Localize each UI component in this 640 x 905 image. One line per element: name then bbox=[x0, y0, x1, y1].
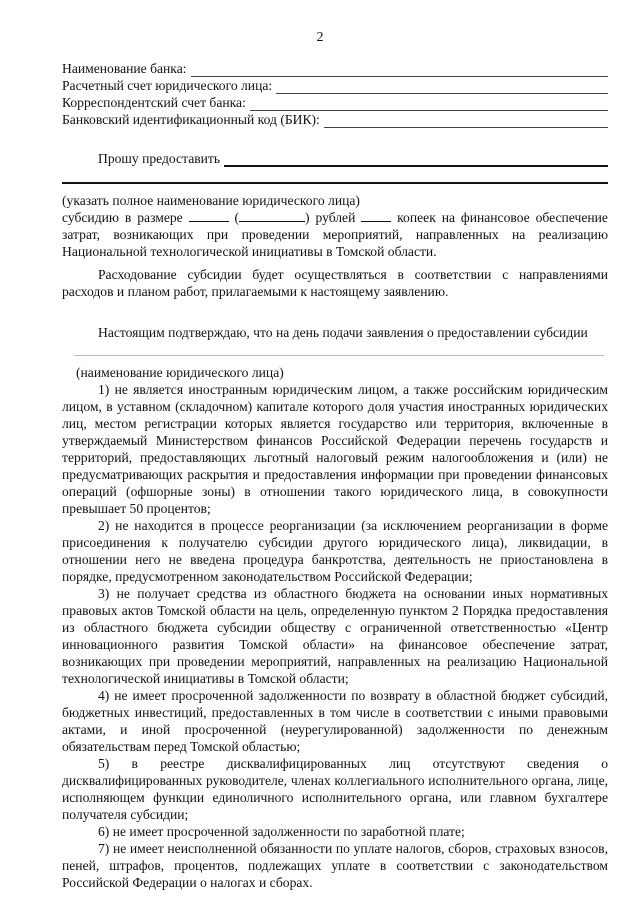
confirmation-paragraph: Настоящим подтверждаю, что на день подачи заявления о предоставлении субсидии bbox=[98, 325, 588, 340]
condition-item-4: 4) не имеет просроченной задолженности по возврату в областной бюджет субсидий, бюджетных инвестиций, предоставленных в том числе в соответствии с иными правовыми актами, и иной просроченной (неурегулированной) задолженности по денежным обязательствам перед Томской областью; bbox=[62, 688, 608, 754]
settlement-account-field bbox=[62, 77, 608, 94]
bik-blank[interactable] bbox=[324, 115, 608, 128]
request-lead: Прошу предоставить bbox=[98, 151, 221, 166]
subsidy-paragraph: субсидию в размере ( ) рублей копеек на финансовое обеспечение затрат, возникающих при проведении мероприятий, направленных на реализацию Национальной технологической инициативы в Томской области. bbox=[62, 210, 608, 259]
bank-name-field bbox=[62, 60, 608, 77]
bank-name-blank[interactable] bbox=[191, 64, 608, 77]
settlement-account-blank[interactable] bbox=[276, 81, 608, 94]
request-company-blank[interactable] bbox=[224, 153, 608, 167]
confirmation-caption: (наименование юридического лица) bbox=[76, 365, 284, 380]
correspondent-account-blank[interactable] bbox=[250, 98, 608, 111]
subsidy-text-3: копеек на финансовое обеспечение затрат, возникающих при проведении мероприятий, направленных на реализацию Национальной технологической инициативы в Томской области. bbox=[62, 210, 608, 259]
condition-item-2: 2) не находится в процессе реорганизации (за исключением реорганизации в форме присоединения к получателю субсидии другого юридического лица), ликвидации, в отношении него не введена процедура банкротства, деятельность не приостановлена в порядке, предусмотренном законодательством Российской Федерации; bbox=[62, 518, 608, 584]
request-caption: (указать полное наименование юридического лица) bbox=[62, 193, 360, 208]
correspondent-account-field bbox=[62, 94, 608, 111]
condition-item-1: 1) не является иностранным юридическим лицом, а также российским юридическим лицом, в уставном (складочном) капитале которого доля участия иностранных юридических лиц, местом регистрации которых является государство или территория, включенные в утверждаемый Министерством финансов Российской Федерации перечень государств и территорий, предоставляющих льготный налоговый режим налогообложения и (или) не предусматривающих раскрытия и предоставления информации при проведении финансовых операций (офшорные зоны) в отношении такого юридического лица, в совокупности превышает 50 процентов; bbox=[62, 382, 608, 516]
page-number: 2 bbox=[316, 30, 324, 45]
subsidy-amount-words-blank[interactable] bbox=[239, 210, 305, 222]
spending-paragraph: Расходование субсидии будет осуществляться в соответствии с направлениями расходов и планом работ, прилагаемыми к настоящему заявлению. bbox=[62, 267, 608, 299]
condition-item-3: 3) не получает средства из областного бюджета на основании иных нормативных правовых актов Томской области на цель, определенную пунктом 2 Порядка предоставления из областного бюджета субсидии обществу с ограниченной ответственностью «Центр инновационного развития Томской области» на финансовое обеспечение затрат, возникающих при проведении мероприятий, направленных на реализацию Национальной технологической инициативы в Томской области; bbox=[62, 586, 608, 686]
document-body bbox=[62, 60, 608, 891]
subsidy-text-1: субсидию в размере bbox=[62, 210, 183, 225]
request-company-blank-line[interactable] bbox=[62, 167, 608, 184]
correspondent-account-label: Корреспондентский счет банка: bbox=[62, 95, 246, 110]
bank-name-label: Наименование банка: bbox=[62, 61, 187, 76]
request-row bbox=[62, 150, 608, 167]
subsidy-amount-blank[interactable] bbox=[189, 210, 229, 222]
settlement-account-label: Расчетный счет юридического лица: bbox=[62, 78, 273, 93]
bik-label: Банковский идентификационный код (БИК): bbox=[62, 112, 320, 127]
confirmation-company-blank[interactable] bbox=[74, 341, 604, 356]
condition-item-5: 5) в реестре дисквалифицированных лиц отсутствуют сведения о дисквалифицированных руководителе, членах коллегиального исполнительного органа, лице, исполняющем функции единоличного исполнительного органа, или главном бухгалтере получателя субсидии; bbox=[62, 756, 608, 822]
bik-field bbox=[62, 111, 608, 128]
condition-item-7: 7) не имеет неисполненной обязанности по уплате налогов, сборов, страховых взносов, пеней, штрафов, процентов, подлежащих уплате в соответствии с законодательством Российской Федерации о налогах и сборах. bbox=[62, 841, 608, 890]
kopeck-blank[interactable] bbox=[361, 210, 391, 222]
condition-item-6: 6) не имеет просроченной задолженности по заработной плате; bbox=[98, 824, 465, 839]
subsidy-text-2: рублей bbox=[315, 210, 356, 225]
